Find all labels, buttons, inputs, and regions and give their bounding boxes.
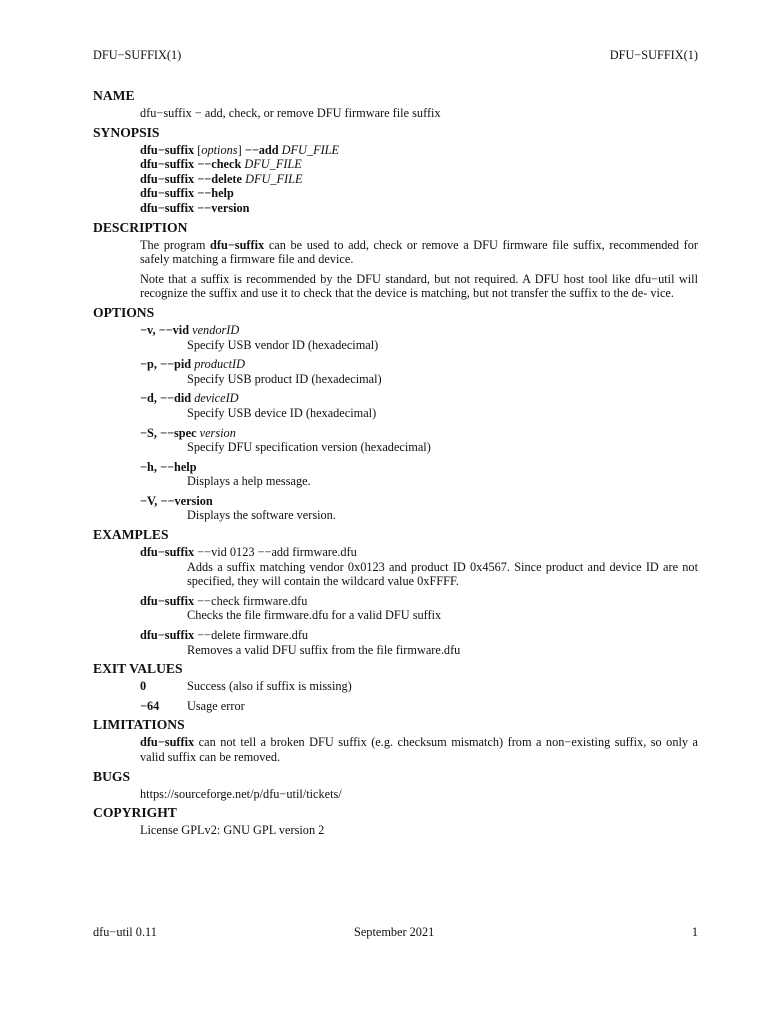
option-desc: Specify USB vendor ID (hexadecimal) xyxy=(187,337,379,352)
section-examples-title: EXAMPLES xyxy=(93,527,169,543)
section-limitations-title: LIMITATIONS xyxy=(93,717,185,733)
exit-value-row xyxy=(140,679,698,694)
section-copyright-title: COPYRIGHT xyxy=(93,805,177,821)
example-desc: Checks the file firmware.dfu for a valid DFU suffix xyxy=(187,608,442,623)
example-desc: Adds a suffix matching vendor 0x0123 and product ID 0x4567. Since product and device ID are not specified, they will contain the wildcard value 0xFFFF. xyxy=(187,559,698,589)
option-desc: Displays a help message. xyxy=(187,474,311,489)
option-item: −h, −−help xyxy=(140,459,197,474)
synopsis-block xyxy=(140,143,698,216)
option-item: −S, −−spec version xyxy=(140,425,236,440)
header-right: DFU−SUFFIX(1) xyxy=(609,48,698,62)
synopsis-line: dfu−suffix −−delete DFU_FILE xyxy=(140,171,303,186)
section-description-title: DESCRIPTION xyxy=(93,219,188,235)
copyright-text: License GPLv2: GNU GPL version 2 xyxy=(140,823,325,838)
synopsis-line: dfu−suffix −−version xyxy=(140,200,250,215)
content xyxy=(93,88,698,838)
example-command: dfu−suffix −−delete firmware.dfu xyxy=(140,628,309,643)
synopsis-line: dfu−suffix −−check DFU_FILE xyxy=(140,157,302,172)
option-desc: Specify USB product ID (hexadecimal) xyxy=(187,371,382,386)
footer-center: September 2021 xyxy=(354,925,435,939)
description-paragraph-2: Note that a suffix is recommended by the DFU standard, but not required. A DFU host tool like dfu−util will recognize the suffix and use it to check that the device is matching, but not transfer the suffix to the de- vice. xyxy=(140,271,698,301)
section-bugs-title: BUGS xyxy=(93,768,131,784)
footer-page-number: 1 xyxy=(691,925,698,939)
option-item: −V, −−version xyxy=(140,493,213,508)
example-desc: Removes a valid DFU suffix from the file firmware.dfu xyxy=(187,642,461,657)
synopsis-line: dfu−suffix [options] −−add DFU_FILE xyxy=(140,142,340,157)
name-text: dfu−suffix − add, check, or remove DFU firmware file suffix xyxy=(140,106,441,120)
exit-code: 0 xyxy=(140,679,147,694)
section-name-title: NAME xyxy=(93,88,135,103)
option-item: −v, −−vid vendorID xyxy=(140,322,240,337)
example-command: dfu−suffix −−vid 0123 −−add firmware.dfu xyxy=(140,545,357,560)
exit-code: −64 xyxy=(140,698,160,713)
option-desc: Specify DFU specification version (hexadecimal) xyxy=(187,440,431,455)
section-options-title: OPTIONS xyxy=(93,304,155,320)
option-item: −d, −−did deviceID xyxy=(140,391,239,406)
limitations-text: dfu−suffix can not tell a broken DFU suffix (e.g. checksum mismatch) from a non−existing suffix, so only a valid suffix can be removed. xyxy=(140,735,698,764)
section-synopsis-title: SYNOPSIS xyxy=(93,124,160,140)
header-left: DFU−SUFFIX(1) xyxy=(93,48,182,62)
example-command: dfu−suffix −−check firmware.dfu xyxy=(140,593,308,608)
footer-left: dfu−util 0.11 xyxy=(93,925,157,939)
option-item: −p, −−pid productID xyxy=(140,357,245,372)
option-desc: Specify USB device ID (hexadecimal) xyxy=(187,405,377,420)
exit-desc: Usage error xyxy=(187,698,245,713)
section-exit-values-title: EXIT VALUES xyxy=(93,661,183,677)
exit-desc: Success (also if suffix is missing) xyxy=(187,679,352,694)
synopsis-line: dfu−suffix −−help xyxy=(140,186,234,201)
exit-value-row xyxy=(140,699,698,714)
option-desc: Displays the software version. xyxy=(187,508,336,523)
description-paragraph-1: The program dfu−suffix can be used to add, check or remove a DFU firmware file suffix, recommended for safely matching a firmware file and device. xyxy=(140,237,698,267)
bugs-link: https://sourceforge.net/p/dfu−util/tickets/ xyxy=(140,786,342,801)
